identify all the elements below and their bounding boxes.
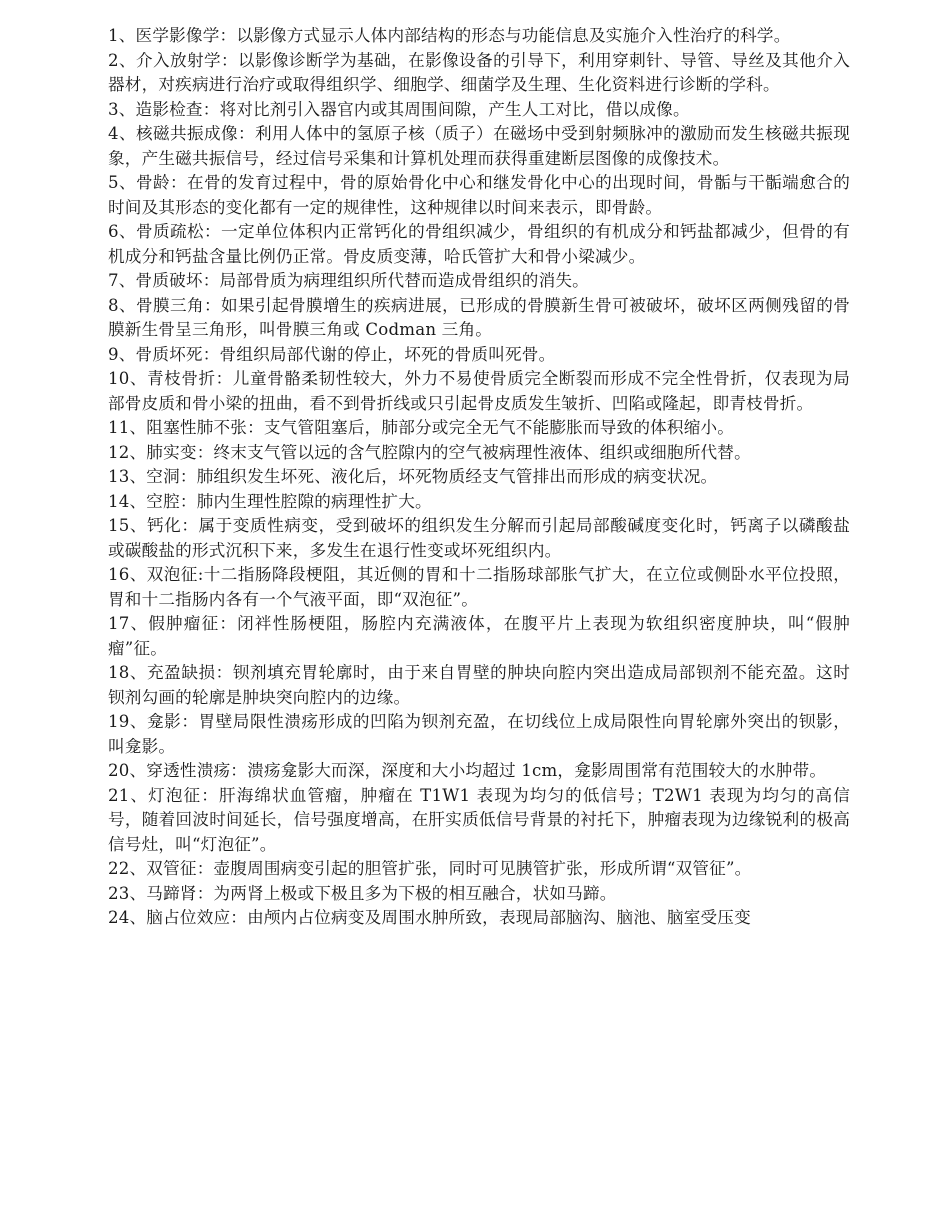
definition-entry-4: 4、核磁共振成像：利用人体中的氢原子核（质子）在磁场中受到射频脉冲的激励而发生核磁共振现象，产生磁共振信号，经过信号采集和计算机处理而获得重建断层图像的成像技术。 xyxy=(108,124,850,168)
definition-entry-5: 5、骨龄：在骨的发育过程中，骨的原始骨化中心和继发骨化中心的出现时间，骨骺与干骺端愈合的时间及其形态的变化都有一定的规律性，这种规律以时间来表示，即骨龄。 xyxy=(108,173,850,217)
definition-entry-23: 23、马蹄肾：为两肾上极或下极且多为下极的相互融合，状如马蹄。 xyxy=(108,883,617,903)
definition-entry-22: 22、双管征：壶腹周围病变引起的胆管扩张，同时可见胰管扩张，形成所谓“双管征”。 xyxy=(108,859,752,878)
definition-entry-7: 7、骨质破坏：局部骨质为病理组织所代替而造成骨组织的消失。 xyxy=(108,271,589,290)
definition-entry-18: 18、充盈缺损：钡剂填充胃轮廓时，由于来自胃壁的肿块向腔内突出造成局部钡剂不能充盈。这时钡剂勾画的轮廓是肿块突向腔内的边缘。 xyxy=(108,663,850,707)
definition-entry-21: 21、灯泡征：肝海绵状血管瘤，肿瘤在 T1W1 表现为均匀的低信号；T2W1 表现为均匀的高信号，随着回波时间延长，信号强度增高，在肝实质低信号背景的衬托下，肿瘤表现为边缘锐利的极高信号灶，叫“灯泡征”。 xyxy=(108,785,850,854)
definition-entry-9: 9、骨质坏死：骨组织局部代谢的停止，坏死的骨质叫死骨。 xyxy=(108,344,556,364)
definition-entry-1: 1、医学影像学：以影像方式显示人体内部结构的形态与功能信息及实施介入性治疗的科学。 xyxy=(108,26,791,45)
definition-entry-8: 8、骨膜三角：如果引起骨膜增生的疾病进展，已形成的骨膜新生骨可被破坏，破坏区两侧残留的骨膜新生骨呈三角形，叫骨膜三角或 Codman 三角。 xyxy=(108,295,850,339)
definition-entry-16: 16、双泡征:十二指肠降段梗阻，其近侧的胃和十二指肠球部胀气扩大，在立位或侧卧水平位投照，胃和十二指肠内各有一个气液平面，即“双泡征”。 xyxy=(108,565,850,609)
definition-entry-19: 19、龛影：胃壁局限性溃疡形成的凹陷为钡剂充盈，在切线位上成局限性向胃轮廓外突出的钡影，叫龛影。 xyxy=(108,712,850,756)
definition-entry-2: 2、介入放射学：以影像诊断学为基础，在影像设备的引导下，利用穿刺针、导管、导丝及其他介入器材，对疾病进行治疗或取得组织学、细胞学、细菌学及生理、生化资料进行诊断的学科。 xyxy=(108,50,850,94)
definition-entry-17: 17、假肿瘤征：闭袢性肠梗阻，肠腔内充满液体，在腹平片上表现为软组织密度肿块，叫“假肿瘤”征。 xyxy=(108,614,850,658)
definition-entry-20: 20、穿透性溃疡：溃疡龛影大而深，深度和大小均超过 1cm，龛影周围常有范围较大的水肿带。 xyxy=(108,761,827,780)
definition-entry-3: 3、造影检查：将对比剂引入器官内或其周围间隙，产生人工对比，借以成像。 xyxy=(108,99,690,119)
definition-entry-10: 10、青枝骨折：儿童骨骼柔韧性较大，外力不易使骨质完全断裂而形成不完全性骨折，仅表现为局部骨皮质和骨小梁的扭曲，看不到骨折线或只引起骨皮质发生皱折、凹陷或隆起，即青枝骨折。 xyxy=(108,369,850,413)
definition-entry-13: 13、空洞：肺组织发生坏死、液化后，坏死物质经支气管排出而形成的病变状况。 xyxy=(108,467,718,486)
definition-entry-11: 11、阻塞性肺不张：支气管阻塞后，肺部分或完全无气不能膨胀而导致的体积缩小。 xyxy=(108,418,735,437)
document-page xyxy=(108,24,850,931)
definition-entry-24: 24、脑占位效应：由颅内占位病变及周围水肿所致，表现局部脑沟、脑池、脑室受压变 xyxy=(108,908,751,927)
definition-entry-6: 6、骨质疏松：一定单位体积内正常钙化的骨组织减少，骨组织的有机成分和钙盐都减少，但骨的有机成分和钙盐含量比例仍正常。骨皮质变薄，哈氏管扩大和骨小梁减少。 xyxy=(108,222,850,266)
definition-entry-15: 15、钙化：属于变质性病变，受到破坏的组织发生分解而引起局部酸碱度变化时，钙离子以磷酸盐或碳酸盐的形式沉积下来，多发生在退行性变或坏死组织内。 xyxy=(108,516,850,560)
definition-entry-12: 12、肺实变：终末支气管以远的含气腔隙内的空气被病理性液体、组织或细胞所代替。 xyxy=(108,442,751,462)
definition-entry-14: 14、空腔：肺内生理性腔隙的病理性扩大。 xyxy=(108,491,432,511)
